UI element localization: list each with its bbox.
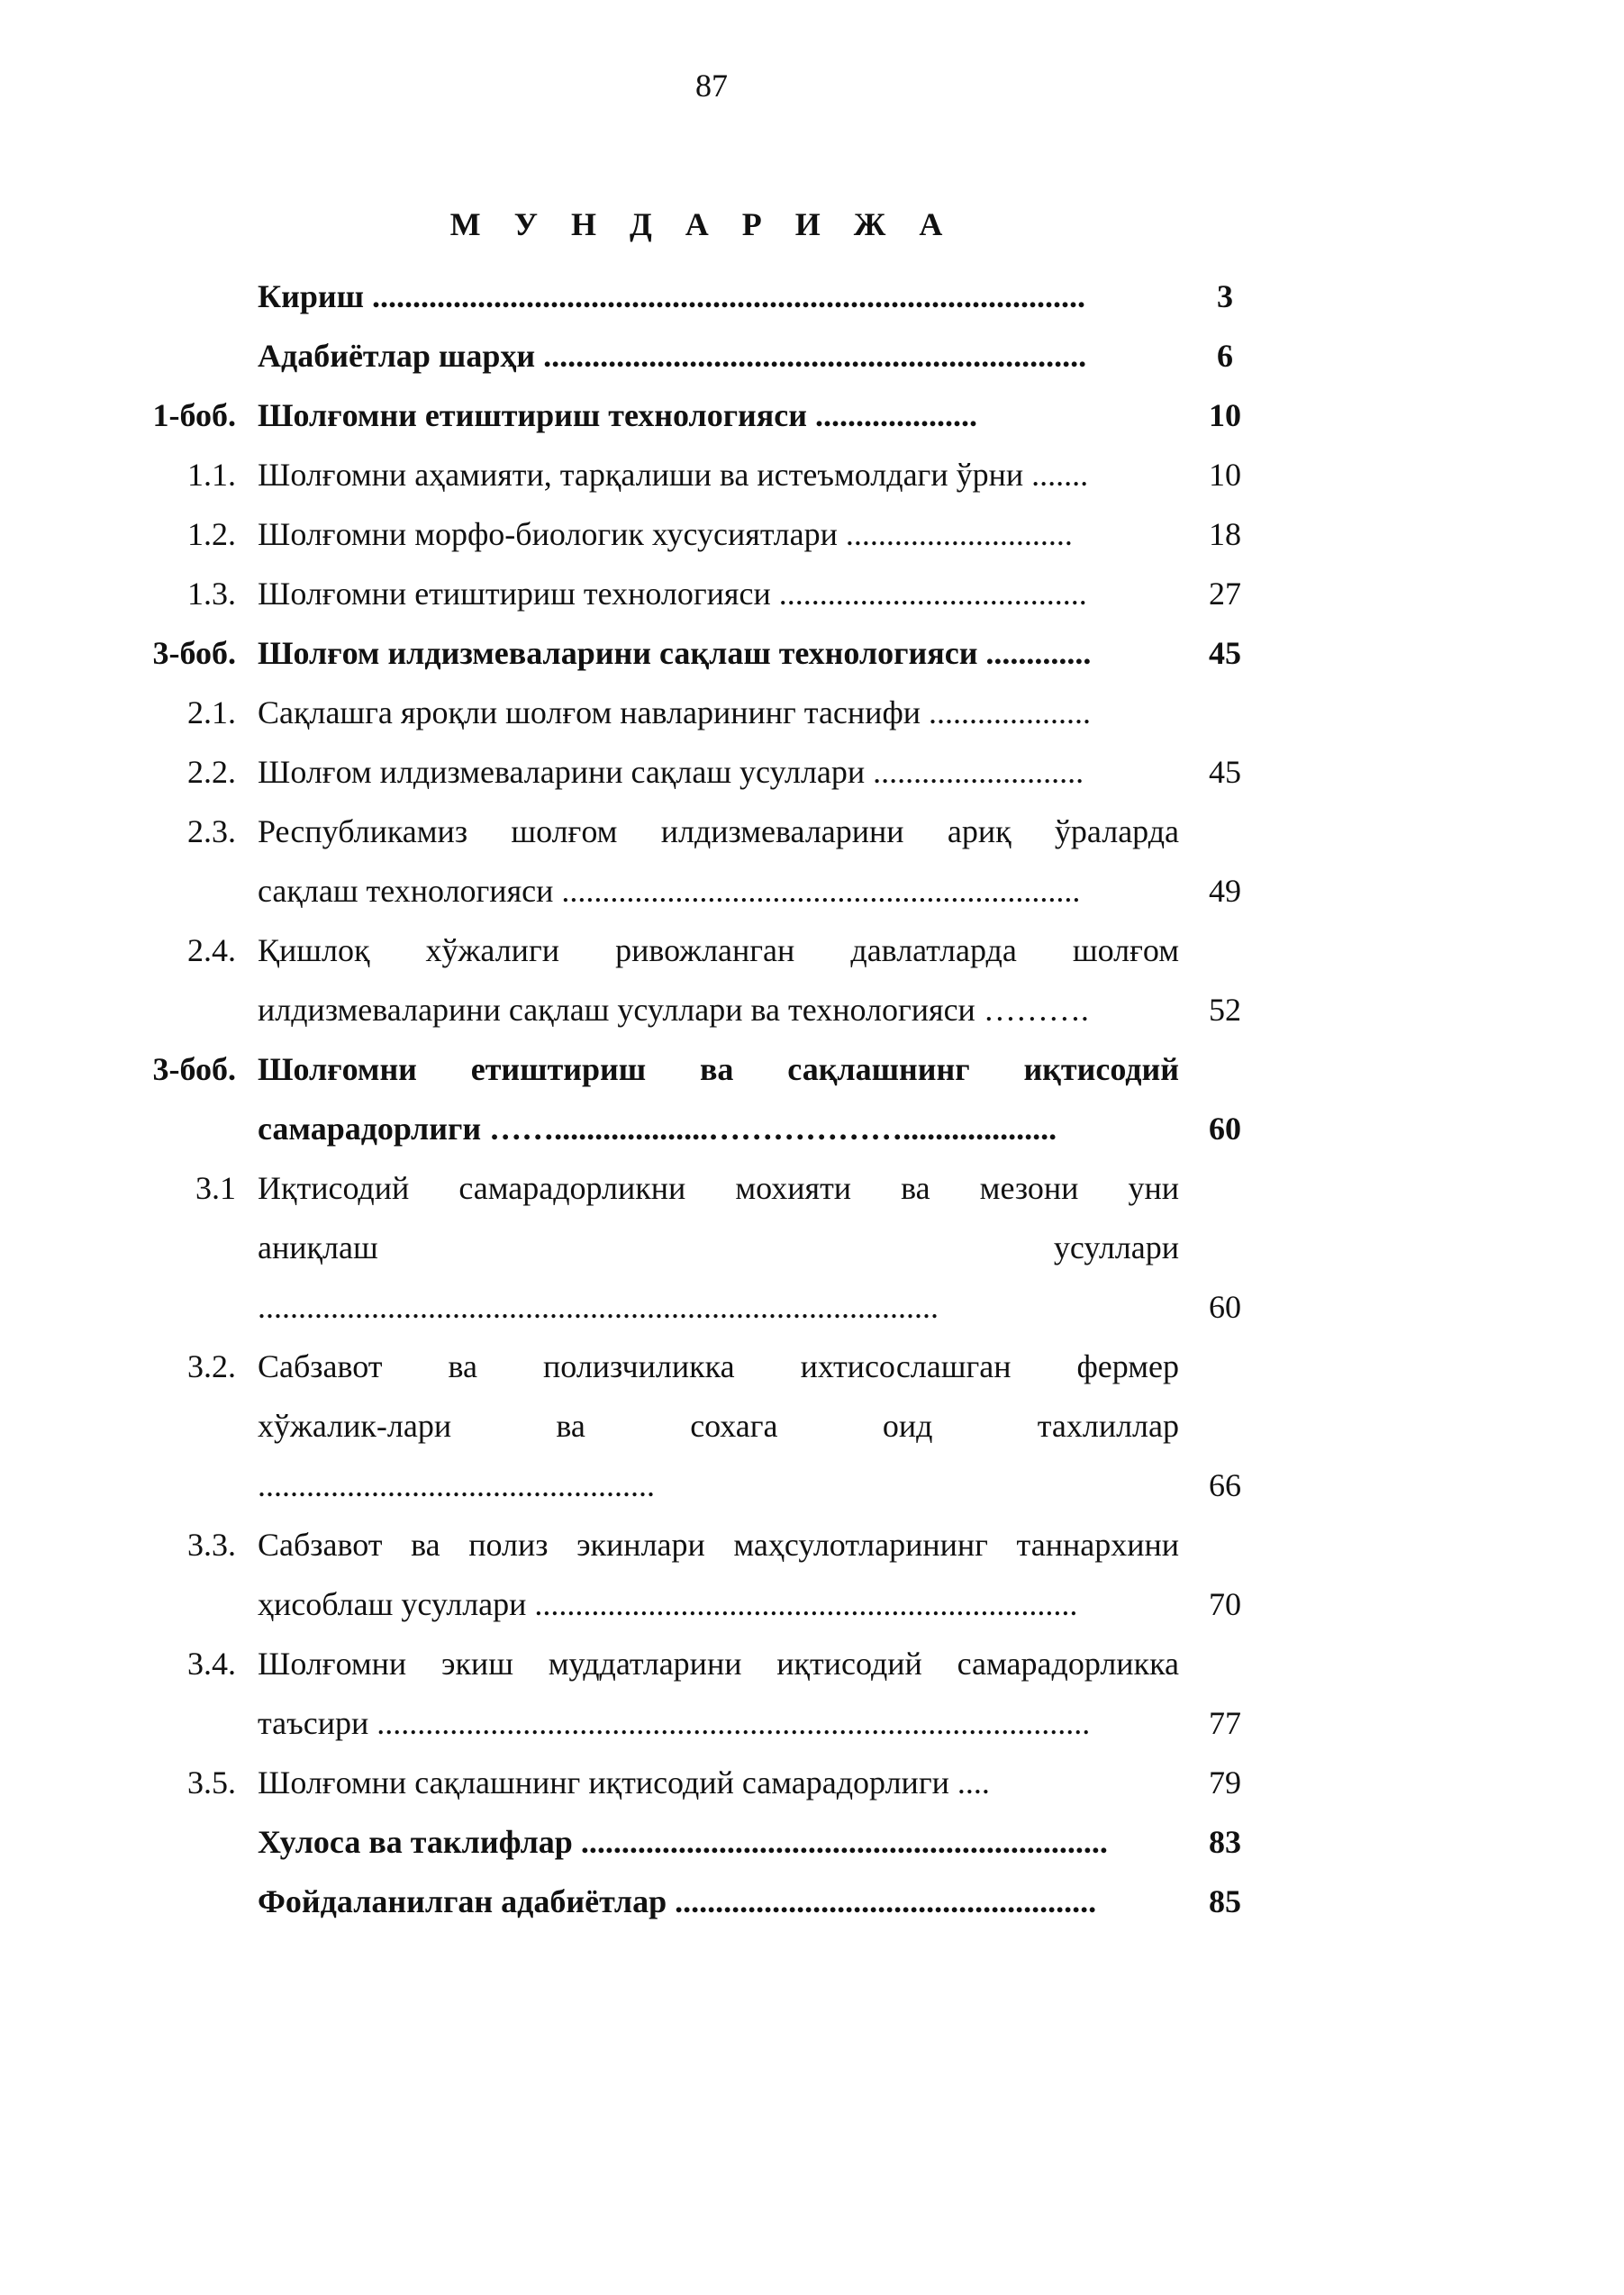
toc-entry-text: илдизмеваларини сақлаш усуллари ва технологияси ………. [258,992,1089,1028]
toc-entry-text: Шолғомни етиштириш технологияси ...................................... [258,576,1087,612]
toc-entry-number: 1-боб. [152,397,236,433]
toc-entry-text: Республикамиз шолғом илдизмеваларини ариқ ўраларда [258,813,1179,849]
toc-entry-text: Қишлоқ хўжалиги ривожланган давлатларда шолғом [258,932,1179,968]
toc-entry-page: 45 [1209,754,1241,790]
toc-entry-text: ................................................. [258,1467,655,1503]
toc-entry-page: 60 [1209,1289,1241,1325]
toc-entry-page: 66 [1209,1467,1241,1503]
toc-entry-page: 77 [1209,1705,1241,1741]
toc-entry-text: таъсири ........................................................................................ [258,1705,1091,1741]
toc-entry-page: 79 [1209,1764,1241,1801]
toc-entry-text: Шолғомни сақлашнинг иқтисодий самарадорлиги .... [258,1764,990,1801]
toc-entry-page: 83 [1209,1824,1241,1860]
toc-entry-text: Иқтисодий самарадорликни мохияти ва мезони уни [258,1170,1179,1206]
toc-entry-text: самарадорлиги ……...................………………................... [258,1111,1057,1147]
toc-entry-number: 3.3. [187,1527,236,1563]
toc-entry-text: Фойдаланилган адабиётлар .................................................... [258,1883,1097,1919]
toc-entry-text: Шолғомни етиштириш технологияси .................... [258,397,977,433]
toc-entry-page: 49 [1209,873,1241,909]
toc-entry-text: Шолғомни экиш муддатларини иқтисодий самарадорликка [258,1646,1179,1682]
toc-entry-text: Сабзавот ва полизчиликка ихтисослашган фермер [258,1348,1179,1384]
toc-entry-text: аниқлаш усуллари [258,1229,1179,1265]
toc-entry-text: Сабзавот ва полиз экинлари маҳсулотларининг таннархини [258,1527,1179,1563]
toc-entry-number: 1.1. [187,457,236,493]
toc-entry-number: 3.2. [187,1348,236,1384]
toc-entry-page: 85 [1209,1883,1241,1919]
toc-entry-text: Шолғом илдизмеваларини сақлаш усуллари .......................... [258,754,1084,790]
toc-entry-page: 18 [1209,516,1241,552]
toc-entry-text: Шолғомни етиштириш ва сақлашнинг иқтисодий [258,1051,1179,1087]
toc-entry-number: 2.4. [187,932,236,968]
toc-entry-number: 3.1 [195,1170,236,1206]
toc-entry-page: 52 [1209,992,1241,1028]
toc-entry-text: Хулоса ва таклифлар ................................................................. [258,1824,1108,1860]
page-number: 87 [695,68,728,104]
toc-entry-number: 3-боб. [152,1051,236,1087]
toc-entry-text: Шолғом илдизмеваларини сақлаш технологияси ............. [258,635,1092,671]
toc-entry-number: 2.1. [187,694,236,730]
toc-entry-page: 6 [1217,338,1233,374]
toc-entry-number: 2.3. [187,813,236,849]
toc-entry-text: Шолғомни морфо-биологик хусусиятлари ............................ [258,516,1073,552]
toc-entry-text: .................................................................................... [258,1289,939,1325]
toc-entry-text: хўжалик-лари ва сохага оид тахлиллар [258,1408,1179,1444]
toc-entry-text: сақлаш технологияси ................................................................ [258,873,1081,909]
toc-entry-page: 10 [1209,397,1241,433]
toc-entry-page: 10 [1209,457,1241,493]
toc-entry-text: Сақлашга яроқли шолғом навларининг таснифи .................... [258,694,1092,730]
toc-entry-number: 3.5. [187,1764,236,1801]
page-title: М У Н Д А Р И Ж А [449,206,956,242]
toc-entry-number: 1.3. [187,576,236,612]
toc-entry-number: 1.2. [187,516,236,552]
toc-entry-page: 27 [1209,576,1241,612]
toc-entry-number: 3-боб. [152,635,236,671]
toc-entry-text: ҳисоблаш усуллари ................................................................... [258,1586,1078,1622]
toc-entry-number: 3.4. [187,1646,236,1682]
toc-entry-page: 70 [1209,1586,1241,1622]
toc-entry-number: 2.2. [187,754,236,790]
toc-entry-text: Шолғомни аҳамияти, тарқалиши ва истеъмолдаги ўрни ....... [258,457,1089,493]
toc-entry-text: Кириш ........................................................................................ [258,278,1086,314]
toc-entry-page: 3 [1217,278,1233,314]
toc-entry-text: Адабиётлар шарҳи ................................................................... [258,338,1087,374]
toc-entry-page: 45 [1209,635,1241,671]
toc-entry-page: 60 [1209,1111,1241,1147]
